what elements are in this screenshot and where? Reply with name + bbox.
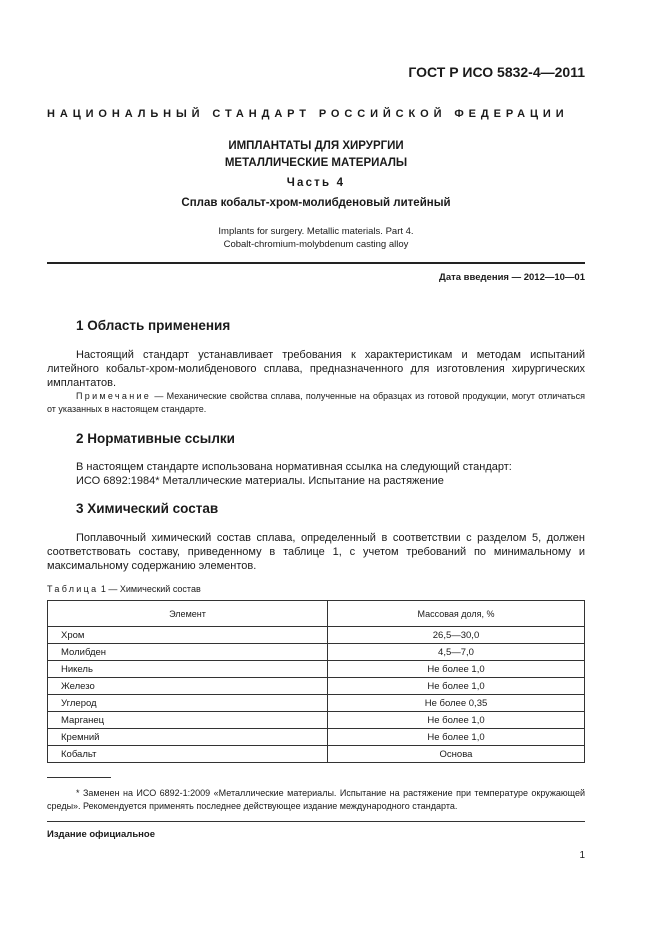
value-cell: Не более 0,35 [328,695,585,712]
value-cell: Основа [328,746,585,763]
table-caption [47,584,201,594]
note-text: — Механические свойства сплава, полученные на образцах из готовой продукции, могут отличаться от указанных в настоящем стандарте. [47,391,585,414]
section-2-heading: 2 Нормативные ссылки [76,431,235,446]
value-cell: 26,5—30,0 [328,627,585,644]
section-3-text: Поплавочный химический состав сплава, определенный в соответствии с разделом 5, должен соответствовать составу, приведенному в таблице 1, с учетом требований по минимальному и максимальному содержанию элементов. [47,532,585,572]
table-header-row [48,601,585,627]
section-1-heading: 1 Область применения [76,318,231,333]
footnote-divider [47,777,111,778]
column-header-element: Элемент [48,601,328,627]
official-edition-label: Издание официальное [47,829,155,840]
table-row [48,746,585,763]
table-row [48,729,585,746]
page-number: 1 [579,850,585,861]
note-label: Примечание [76,391,152,401]
section-2-body [47,460,585,488]
value-cell: Не более 1,0 [328,678,585,695]
element-cell: Молибден [48,644,328,661]
table-row [48,695,585,712]
value-cell: Не более 1,0 [328,712,585,729]
english-title-line-2: Cobalt-chromium-molybdenum casting alloy [223,239,409,250]
title-line-1: ИМПЛАНТАТЫ ДЛЯ ХИРУРГИИ [228,140,404,152]
section-2-line-2: ИСО 6892:1984* Металлические материалы. Испытание на растяжение [76,475,444,487]
footer-divider [47,821,585,822]
chemical-composition-table [47,600,585,763]
standard-code: ГОСТ Р ИСО 5832-4—2011 [408,64,585,80]
section-1-note [47,390,585,416]
element-cell: Хром [48,627,328,644]
section-1-body [47,348,585,390]
element-cell: Кремний [48,729,328,746]
element-cell: Кобальт [48,746,328,763]
part-label: Часть 4 [286,177,346,189]
section-3-body [47,531,585,573]
title-line-2: МЕТАЛЛИЧЕСКИЕ МАТЕРИАЛЫ [224,157,408,169]
footnote: * Заменен на ИСО 6892-1:2009 «Металлические материалы. Испытание на растяжение при температуре окружающей среды». Рекомендуется применять последнее действующее издание международного стандарта. [47,788,585,811]
table-caption-text: 1 — Химический состав [98,584,201,594]
national-standard-banner: НАЦИОНАЛЬНЫЙ СТАНДАРТ РОССИЙСКОЙ ФЕДЕРАЦИИ [47,108,569,120]
element-cell: Железо [48,678,328,695]
english-title-line-1: Implants for surgery. Metallic materials. Part 4. [218,226,414,237]
section-1-text: Настоящий стандарт устанавливает требования к характеристикам и методам испытаний литейного кобальт-хром-молибденового сплава, предназначенного для изготовления хирургических имплантатов. [47,349,585,389]
value-cell: Не более 1,0 [328,661,585,678]
element-cell: Марганец [48,712,328,729]
table-caption-label: Таблица [47,584,99,594]
introduction-date: Дата введения — 2012—10—01 [439,272,585,283]
value-cell: 4,5—7,0 [328,644,585,661]
element-cell: Углерод [48,695,328,712]
table-row [48,627,585,644]
table-row [48,678,585,695]
section-2-line-1: В настоящем стандарте использована нормативная ссылка на следующий стандарт: [76,461,512,473]
table-row [48,712,585,729]
table-row [48,644,585,661]
header-divider [47,262,585,264]
column-header-mass-fraction: Массовая доля, % [328,601,585,627]
table-row [48,661,585,678]
section-3-heading: 3 Химический состав [76,501,219,516]
value-cell: Не более 1,0 [328,729,585,746]
element-cell: Никель [48,661,328,678]
subtitle: Сплав кобальт-хром-молибденовый литейный [181,197,451,209]
